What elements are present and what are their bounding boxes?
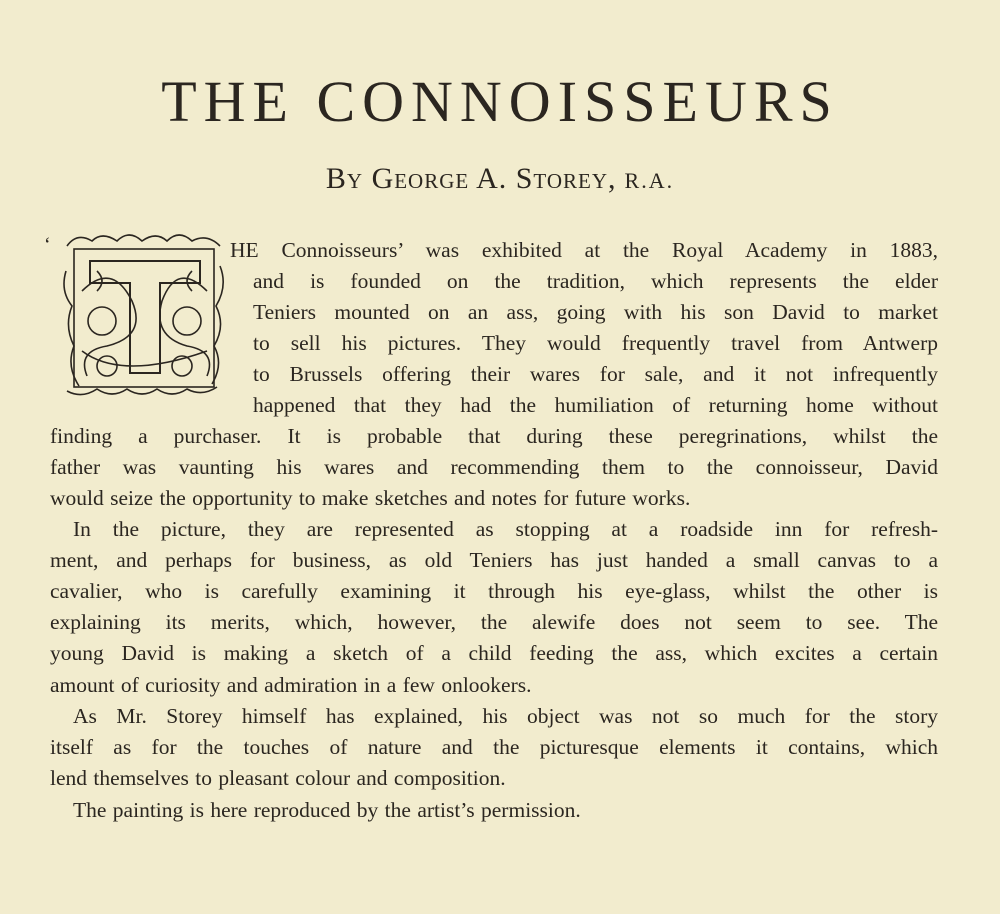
page-title: THE CONNOISSEURS <box>161 69 839 134</box>
text-line: to Brussels offering their wares for sale, and it not infrequently <box>253 362 938 386</box>
text-line: The painting is here reproduced by the artist’s permission. <box>73 798 581 822</box>
text-line: and is founded on the tradition, which represents the elder <box>253 269 938 293</box>
text-line: In the picture, they are represented as stopping at a roadside inn for refresh- <box>73 517 938 541</box>
text-line: finding a purchaser. It is probable that during these peregrinations, whilst the <box>50 424 938 448</box>
text-line: would seize the opportunity to make sketches and notes for future works. <box>50 486 691 510</box>
decorated-initial-t-icon <box>62 231 227 399</box>
text-line: lend themselves to pleasant colour and composition. <box>50 766 506 790</box>
text-line: young David is making a sketch of a child feeding the ass, which excites a certain <box>50 641 938 665</box>
text-line: As Mr. Storey himself has explained, his object was not so much for the story <box>73 704 938 728</box>
text-line: HE Connoisseurs’ was exhibited at the Royal Academy in 1883, <box>230 238 938 262</box>
text-line: explaining its merits, which, however, the alewife does not seem to see. The <box>50 610 938 634</box>
text-line: Teniers mounted on an ass, going with his son David to market <box>253 300 938 324</box>
text-line: ment, and perhaps for business, as old Teniers has just handed a small canvas to a <box>50 548 938 572</box>
text-line: cavalier, who is carefully examining it through his eye-glass, whilst the other is <box>50 579 938 603</box>
author-suffix: R.A. <box>624 168 675 193</box>
opening-quote: ‘ <box>44 234 51 256</box>
text-line: father was vaunting his wares and recommending them to the connoisseur, David <box>50 455 938 479</box>
text-line: amount of curiosity and admiration in a few onlookers. <box>50 673 532 697</box>
text-line: happened that they had the humiliation of returning home without <box>253 393 938 417</box>
byline <box>0 162 1000 196</box>
text-line: itself as for the touches of nature and the picturesque elements it contains, which <box>50 735 938 759</box>
author: By George A. Storey, <box>325 162 617 195</box>
text-line: to sell his pictures. They would frequently travel from Antwerp <box>253 331 938 355</box>
